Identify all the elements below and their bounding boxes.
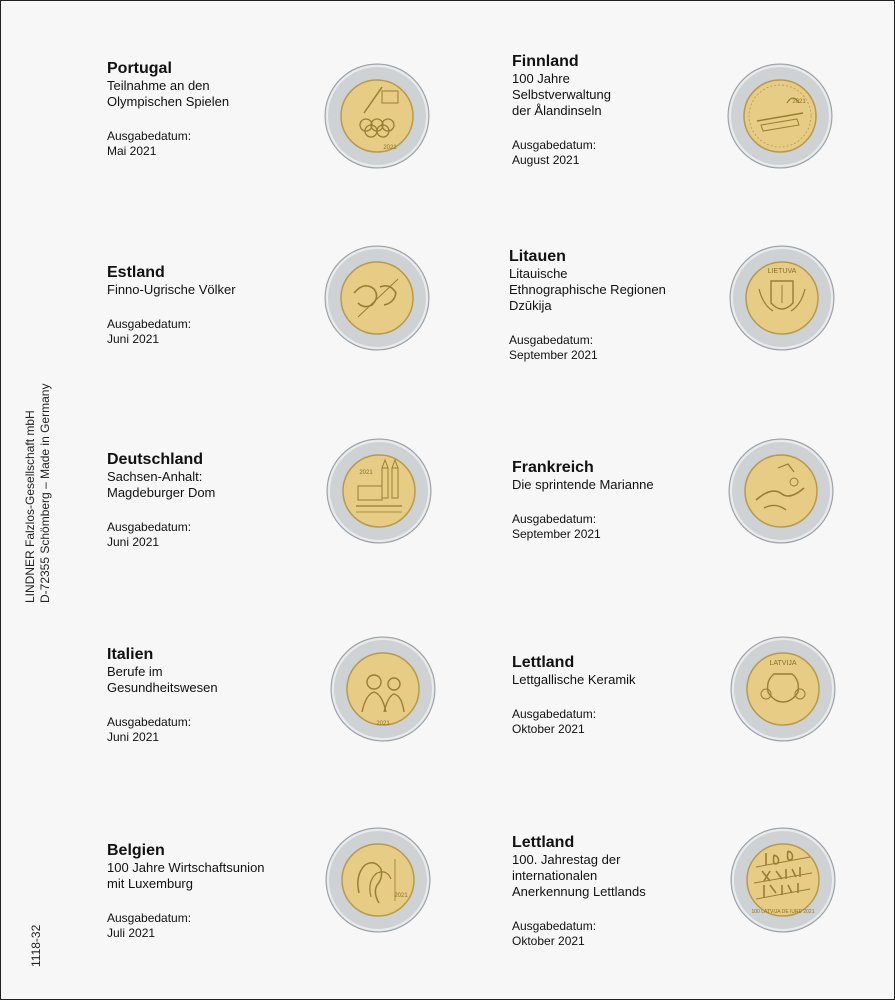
country-name: Frankreich bbox=[512, 459, 594, 476]
issue-date-label: Ausgabedatum: bbox=[107, 911, 192, 925]
entry-lettland-anerkennung bbox=[512, 833, 727, 949]
description-line: Ethnographische Regionen bbox=[509, 282, 666, 297]
description-line: Sachsen-Anhalt: bbox=[107, 469, 203, 484]
issue-date-label: Ausgabedatum: bbox=[512, 707, 597, 721]
issue-date-label: Ausgabedatum: bbox=[107, 317, 192, 331]
coin-finnland bbox=[727, 63, 833, 169]
entry-lettland-keramik bbox=[512, 653, 727, 737]
issue-date: Juni 2021 bbox=[107, 730, 160, 744]
country-name: Lettland bbox=[512, 654, 575, 671]
issue-date: Oktober 2021 bbox=[512, 934, 585, 948]
country-name: Estland bbox=[107, 264, 165, 281]
publisher-name: LINDNER Falzlos-Gesellschaft mbH bbox=[23, 410, 37, 603]
description-line: Die sprintende Marianne bbox=[512, 477, 654, 492]
coin-litauen bbox=[729, 245, 835, 351]
coin-legend: 2021 bbox=[376, 721, 390, 727]
publisher-imprint bbox=[23, 384, 53, 603]
coin-lettland-keramik bbox=[730, 636, 836, 742]
coin-frankreich bbox=[728, 438, 834, 544]
issue-date: August 2021 bbox=[512, 153, 580, 167]
description-line: 100 Jahre bbox=[512, 71, 570, 86]
issue-date: September 2021 bbox=[509, 348, 598, 362]
description-line: Selbstverwaltung bbox=[512, 87, 611, 102]
country-name: Finnland bbox=[512, 53, 579, 70]
entry-deutschland bbox=[107, 450, 322, 550]
description-line: Finno-Ugrische Völker bbox=[107, 282, 236, 297]
country-name: Belgien bbox=[107, 842, 165, 859]
entry-frankreich bbox=[512, 458, 727, 542]
description-line: 100. Jahrestag der bbox=[512, 852, 621, 867]
description-line: Litauische bbox=[509, 266, 568, 281]
country-name: Portugal bbox=[107, 60, 172, 77]
description-line: internationalen bbox=[512, 868, 598, 883]
issue-date: September 2021 bbox=[512, 527, 601, 541]
issue-date-label: Ausgabedatum: bbox=[512, 919, 597, 933]
issue-date-label: Ausgabedatum: bbox=[512, 512, 597, 526]
country-name: Italien bbox=[107, 646, 154, 663]
entry-portugal bbox=[107, 59, 322, 159]
issue-date: Oktober 2021 bbox=[512, 722, 585, 736]
issue-date-label: Ausgabedatum: bbox=[512, 138, 597, 152]
coin-legend: 100 LATVIJA DE IURE 2021 bbox=[751, 909, 815, 915]
coin-belgien bbox=[325, 827, 431, 933]
entry-finnland bbox=[512, 52, 727, 168]
coin-italien bbox=[330, 636, 436, 742]
issue-date-label: Ausgabedatum: bbox=[509, 333, 594, 347]
description-line: Dzūkija bbox=[509, 298, 552, 313]
coin-estland bbox=[324, 245, 430, 351]
description-line: 100 Jahre Wirtschaftsunion bbox=[107, 860, 265, 875]
coin-legend: LATVIJA bbox=[769, 660, 797, 667]
publisher-address: D-72355 Schömberg – Made in Germany bbox=[38, 383, 52, 603]
issue-date: Juni 2021 bbox=[107, 535, 160, 549]
issue-date: Mai 2021 bbox=[107, 144, 157, 158]
issue-date: Juli 2021 bbox=[107, 926, 156, 940]
description-line: Magdeburger Dom bbox=[107, 485, 216, 500]
entry-belgien bbox=[107, 841, 322, 941]
country-name: Deutschland bbox=[107, 451, 204, 468]
issue-date-label: Ausgabedatum: bbox=[107, 715, 192, 729]
coin-legend: 2021 bbox=[359, 470, 373, 476]
coin-legend: 2021 bbox=[383, 145, 397, 151]
description-line: Teilnahme an den bbox=[107, 78, 210, 93]
entry-italien bbox=[107, 645, 322, 745]
entry-estland bbox=[107, 263, 322, 347]
description-line: Olympischen Spielen bbox=[107, 94, 230, 109]
coin-legend: 2021 bbox=[394, 893, 408, 899]
description-line: Berufe im bbox=[107, 664, 163, 679]
description-line: Gesundheitswesen bbox=[107, 680, 218, 695]
coin-legend: 2021 bbox=[792, 99, 806, 105]
description-line: mit Luxemburg bbox=[107, 876, 193, 891]
country-name: Lettland bbox=[512, 834, 575, 851]
description-line: Anerkennung Lettlands bbox=[512, 884, 646, 899]
description-line: Lettgallische Keramik bbox=[512, 672, 636, 687]
coin-lettland-anerkennung bbox=[730, 827, 836, 933]
country-name: Litauen bbox=[509, 248, 566, 265]
description-line: der Ålandinseln bbox=[512, 103, 602, 118]
coin-portugal bbox=[324, 63, 430, 169]
entry-litauen bbox=[509, 247, 724, 363]
issue-date: Juni 2021 bbox=[107, 332, 160, 346]
coin-legend: LIETUVA bbox=[767, 268, 797, 275]
issue-date-label: Ausgabedatum: bbox=[107, 520, 192, 534]
coin-deutschland bbox=[326, 438, 432, 544]
page-code: 1118-32 bbox=[29, 924, 43, 967]
issue-date-label: Ausgabedatum: bbox=[107, 129, 192, 143]
